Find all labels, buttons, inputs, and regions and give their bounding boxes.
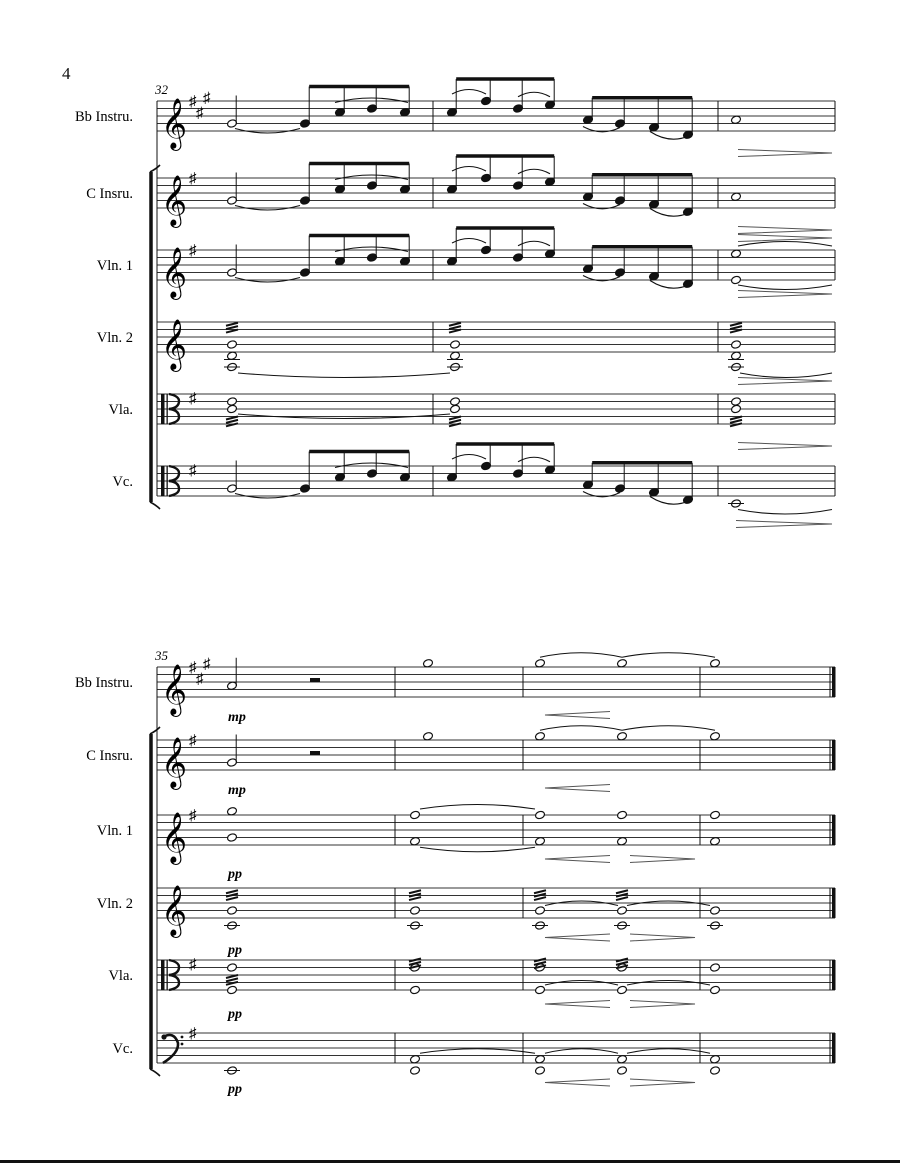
- dynamic-marking: pp: [228, 1007, 242, 1022]
- notehead: [731, 275, 742, 285]
- treble-clef-icon: 𝄞: [161, 248, 188, 297]
- treble-clef-icon: 𝄞: [161, 813, 188, 862]
- notehead: [731, 340, 742, 350]
- notehead: [227, 833, 238, 843]
- notehead: [450, 404, 461, 414]
- staff-va: [108, 391, 835, 424]
- final-barline-thick: [832, 960, 836, 990]
- melody-c: [227, 156, 832, 234]
- notehead: [227, 906, 238, 916]
- tremolo-stroke: [730, 330, 742, 333]
- slur: [335, 175, 408, 180]
- slur: [335, 463, 408, 468]
- notehead: [617, 906, 628, 916]
- staff-bb: [75, 90, 835, 151]
- sharp-icon: ♯: [189, 94, 197, 110]
- instrument-label: C Insru.: [86, 186, 133, 202]
- decrescendo-hairpin: [736, 521, 832, 528]
- melody-c: [227, 726, 721, 798]
- treble-clef-icon: 𝄞: [161, 738, 188, 787]
- slur: [335, 247, 408, 252]
- crescendo-hairpin: [545, 934, 610, 941]
- slur: [545, 1049, 618, 1054]
- tremolo-stroke: [226, 330, 238, 333]
- melody-vc: [227, 444, 832, 528]
- page-number: 4: [62, 64, 71, 83]
- notehead: [535, 1066, 546, 1076]
- notehead: [731, 397, 742, 407]
- staff-c: [86, 171, 835, 228]
- staff-v1: [97, 808, 835, 865]
- melody-vln1: [227, 805, 721, 883]
- decrescendo-hairpin: [738, 235, 832, 242]
- final-barline-thick: [832, 1033, 836, 1063]
- final-barline-thick: [832, 815, 836, 845]
- instrument-label: Vln. 2: [96, 896, 133, 912]
- tremolo-stroke: [226, 326, 238, 329]
- system-2: [75, 648, 836, 1097]
- decrescendo-hairpin: [738, 378, 832, 385]
- tremolo-vln2: [224, 890, 723, 958]
- staff-vc: [112, 463, 835, 496]
- slur: [518, 457, 550, 462]
- slur: [420, 805, 535, 810]
- sharp-icon: ♯: [189, 462, 197, 479]
- tremolo-stroke: [226, 420, 238, 423]
- treble-clef-icon: 𝄞: [161, 320, 188, 369]
- tremolo-stroke: [730, 420, 742, 423]
- tremolo-stroke: [409, 897, 421, 900]
- decrescendo-hairpin: [738, 150, 832, 157]
- notehead: [227, 397, 238, 407]
- crescendo-hairpin: [545, 856, 610, 863]
- slur: [452, 455, 486, 460]
- slur: [740, 373, 832, 378]
- tremolo-stroke: [409, 890, 421, 893]
- sharp-icon: ♯: [203, 90, 211, 107]
- tremolo-stroke: [616, 890, 628, 893]
- sharp-icon: ♯: [189, 171, 197, 187]
- notehead: [535, 810, 546, 820]
- sharp-icon: ♯: [189, 808, 197, 824]
- system-1: [75, 79, 835, 528]
- notehead: [617, 1066, 628, 1076]
- slur: [452, 167, 486, 172]
- notehead: [710, 906, 721, 916]
- sharp-icon: ♯: [203, 656, 211, 673]
- tremolo-stroke: [730, 417, 742, 420]
- staff-c: [86, 733, 835, 790]
- instrument-label: Bb Instru.: [75, 675, 133, 691]
- dynamic-marking: mp: [228, 783, 246, 798]
- final-barline-thick: [832, 740, 836, 770]
- alto-clef-stroke: [167, 394, 168, 424]
- treble-clef-icon: 𝄞: [161, 99, 188, 148]
- tremolo-stroke: [226, 417, 238, 420]
- tremolo-stroke: [534, 890, 546, 893]
- tremolo-stroke: [730, 323, 742, 326]
- treble-clef-icon: 𝄞: [161, 886, 188, 935]
- slur: [540, 653, 622, 658]
- decrescendo-hairpin: [630, 1001, 695, 1008]
- slur: [738, 510, 832, 515]
- sharp-icon: ♯: [189, 956, 197, 973]
- alto-clef-icon: [161, 394, 165, 424]
- bass-clef-dot: [181, 1043, 184, 1046]
- treble-clef-icon: 𝄞: [161, 665, 188, 714]
- sharp-icon: ♯: [189, 733, 197, 749]
- half-rest: [310, 678, 320, 682]
- crescendo-hairpin: [545, 785, 610, 792]
- tremolo-vla: [226, 397, 832, 450]
- bracket-hook: [150, 165, 160, 172]
- slur: [518, 169, 550, 174]
- crescendo-hairpin: [545, 1079, 610, 1086]
- notehead: [535, 985, 546, 995]
- tremolo-stroke: [449, 420, 461, 423]
- half-rest: [310, 751, 320, 755]
- notehead: [410, 810, 421, 820]
- instrument-label: C Insru.: [86, 748, 133, 764]
- page-bottom-rule: [0, 1160, 900, 1163]
- slur: [738, 285, 832, 290]
- final-barline-thick: [832, 888, 836, 918]
- slur: [518, 241, 550, 246]
- tremolo-stroke: [226, 978, 238, 981]
- crescendo-hairpin: [545, 712, 610, 719]
- notehead: [410, 906, 421, 916]
- slur: [420, 1049, 535, 1054]
- notehead: [710, 1066, 721, 1076]
- decrescendo-hairpin: [630, 1079, 695, 1086]
- notehead: [617, 985, 628, 995]
- dynamic-marking: pp: [228, 867, 242, 882]
- measure-number: 35: [155, 648, 168, 663]
- melody-vc: [224, 1049, 720, 1097]
- notehead: [227, 340, 238, 350]
- tremolo-stroke: [449, 323, 461, 326]
- tremolo-stroke: [449, 417, 461, 420]
- staff-va: [108, 957, 835, 990]
- decrescendo-hairpin: [738, 443, 832, 450]
- tremolo-stroke: [449, 330, 461, 333]
- dynamic-marking: pp: [228, 943, 242, 958]
- tremolo-stroke: [226, 890, 238, 893]
- melody-v1: [227, 228, 832, 298]
- instrument-label: Vln. 1: [96, 823, 133, 839]
- alto-clef-icon: [161, 960, 165, 990]
- tremolo-stroke: [226, 897, 238, 900]
- notehead: [710, 985, 721, 995]
- sharp-icon: ♯: [189, 390, 197, 407]
- decrescendo-hairpin: [738, 291, 832, 298]
- notehead: [710, 963, 721, 973]
- notehead: [227, 963, 238, 973]
- alto-clef-icon: [161, 466, 165, 496]
- notehead: [731, 404, 742, 414]
- bracket-hook: [150, 502, 160, 509]
- instrument-label: Vc.: [112, 474, 133, 490]
- treble-clef-icon: 𝄞: [161, 176, 188, 225]
- crescendo-hairpin: [545, 1001, 610, 1008]
- bracket-hook: [150, 727, 160, 734]
- slur: [622, 653, 715, 658]
- tremolo-stroke: [730, 326, 742, 329]
- staff-v2: [97, 886, 835, 938]
- instrument-label: Vla.: [108, 402, 133, 418]
- slur: [420, 847, 535, 852]
- staff-v1: [97, 243, 835, 300]
- notehead: [227, 404, 238, 414]
- notehead: [227, 985, 238, 995]
- decrescendo-hairpin: [630, 934, 695, 941]
- notehead: [450, 397, 461, 407]
- notehead: [617, 810, 628, 820]
- bass-clef-dot: [161, 1034, 166, 1039]
- notehead: [410, 985, 421, 995]
- sharp-icon: ♯: [189, 660, 197, 676]
- notehead: [710, 810, 721, 820]
- instrument-label: Vla.: [108, 968, 133, 984]
- notehead: [410, 1066, 421, 1076]
- slur: [518, 92, 550, 97]
- slur: [627, 1049, 710, 1054]
- slur: [738, 242, 832, 247]
- slur: [452, 239, 486, 244]
- alto-clef-stroke: [167, 466, 168, 496]
- sharp-icon: ♯: [196, 671, 204, 688]
- instrument-label: Bb Instru.: [75, 109, 133, 125]
- sharp-icon: ♯: [189, 243, 197, 259]
- slur: [452, 90, 486, 95]
- bass-clef-dot: [181, 1036, 184, 1039]
- slur: [622, 726, 715, 731]
- dynamic-marking: mp: [228, 710, 246, 725]
- final-barline-thick: [832, 667, 836, 697]
- staff-bb: [75, 656, 835, 717]
- slur: [540, 726, 622, 731]
- decrescendo-hairpin: [630, 856, 695, 863]
- slur: [335, 98, 408, 103]
- bracket-hook: [150, 1069, 160, 1076]
- decrescendo-hairpin: [738, 227, 832, 234]
- melody-bb: [227, 79, 832, 157]
- staff-v2: [97, 320, 835, 372]
- instrument-label: Vln. 1: [96, 258, 133, 274]
- staff-vc: [112, 1026, 835, 1063]
- measure-number: 32: [155, 82, 168, 97]
- instrument-label: Vc.: [112, 1041, 133, 1057]
- notehead: [535, 906, 546, 916]
- instrument-label: Vln. 2: [96, 330, 133, 346]
- tremolo-vln2: [224, 323, 832, 385]
- tremolo-stroke: [449, 326, 461, 329]
- slur: [238, 373, 450, 378]
- tremolo-stroke: [616, 897, 628, 900]
- sharp-icon: ♯: [196, 105, 204, 122]
- tremolo-stroke: [226, 323, 238, 326]
- dynamic-marking: pp: [228, 1082, 242, 1097]
- alto-clef-stroke: [167, 960, 168, 990]
- melody-bb: [227, 653, 721, 725]
- notehead: [450, 340, 461, 350]
- tremolo-stroke: [534, 897, 546, 900]
- sharp-icon: ♯: [189, 1026, 197, 1042]
